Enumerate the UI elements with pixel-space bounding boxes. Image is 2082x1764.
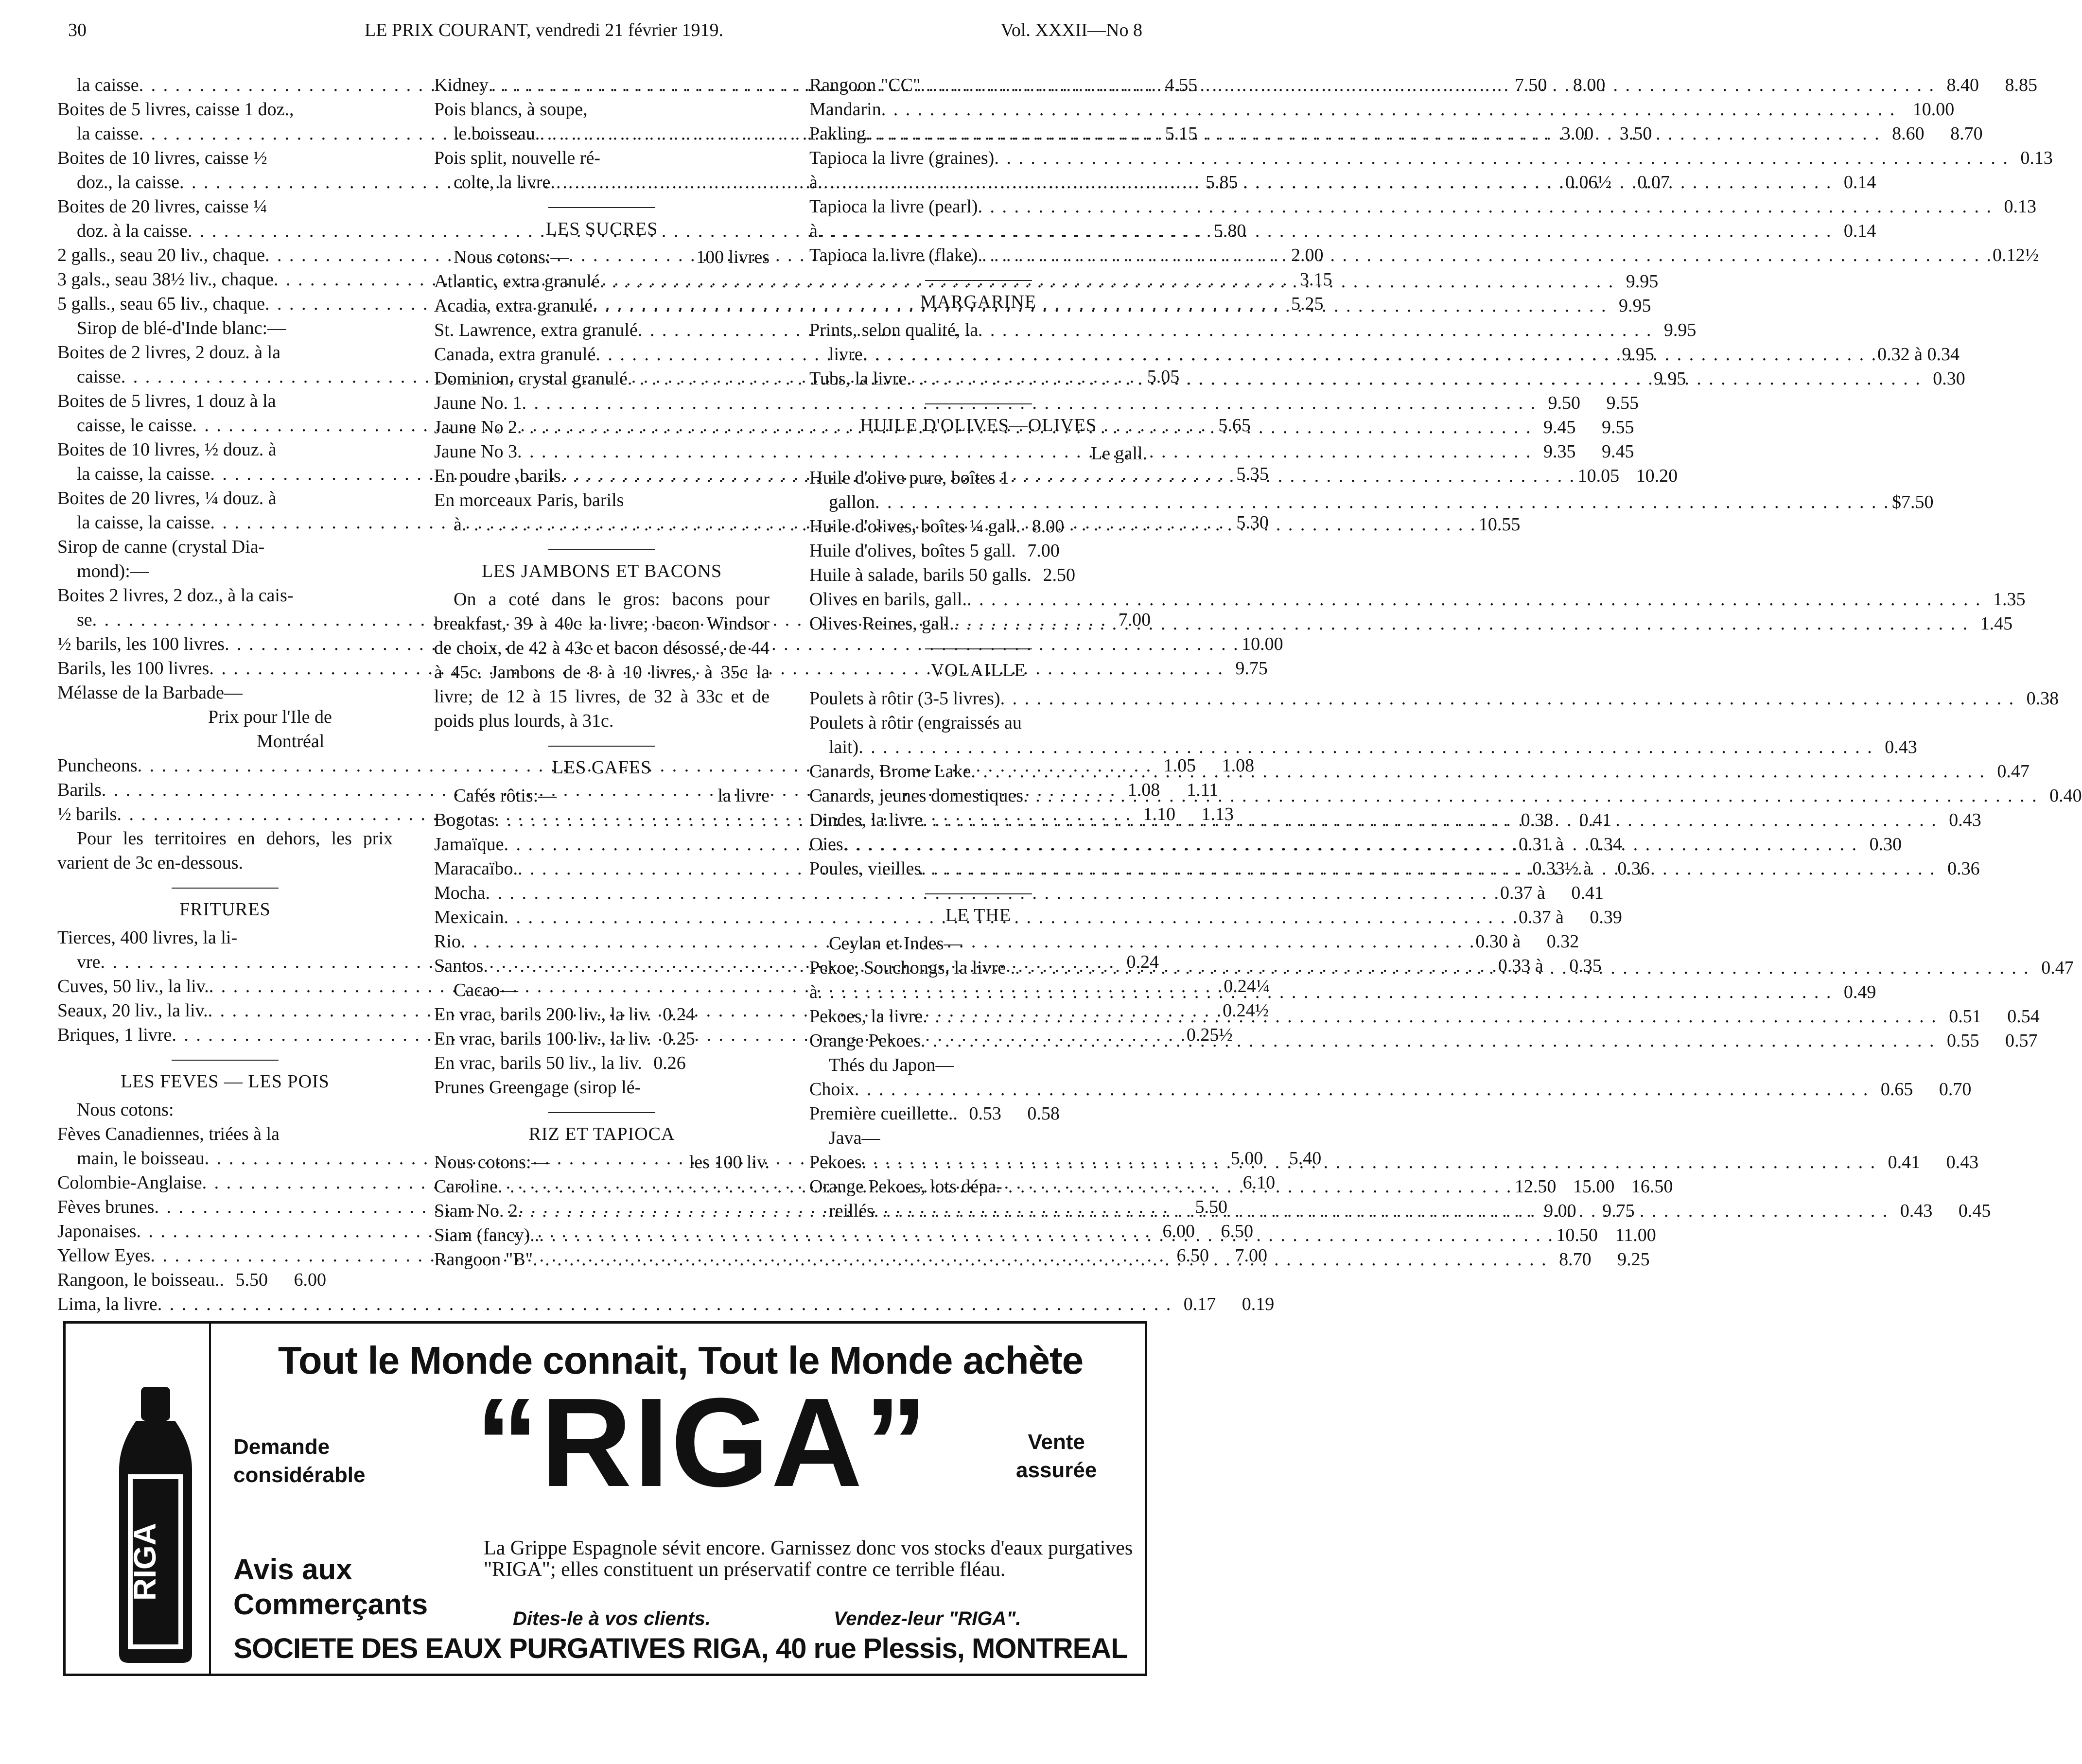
price-row: Rangoon, le boisseau.. 5.50 6.00 [57,1270,327,1290]
price-row: Briques, 1 livre . . . 0.25½ [57,1023,393,1047]
price-row: Canards, jeunes domestiques . . . 0.40 [809,784,1147,808]
section-heading-the: LE THE [945,905,1012,926]
price-row: Dindes, la livre . . . 0.43 [809,808,1147,832]
item-line: mond):— [77,561,149,581]
column-header: Nous cotons:— les 100 liv. [434,1152,770,1172]
price-row: Choix . . . 0.65 0.70 [809,1077,1147,1101]
item-line: Tierces, 400 livres, la li- [57,927,238,948]
price-row: Barils, les 100 livres . . . 9.75 [57,656,393,681]
ad-dites: Dites-le à vos clients. [513,1608,711,1629]
ad-avis: Avis aux Commerçants [233,1553,428,1621]
price-row: Pekoes . . . 0.41 0.43 [809,1150,1147,1174]
price-row: Tubs, la livre . . . 0.30 [809,367,1147,391]
price-row: à . . . 0.14 [809,219,1147,243]
item-line: Boites 2 livres, 2 doz., à la cais- [57,585,294,606]
price-row: Cuves, 50 liv., la liv. . . . 0.24¼ [57,974,393,998]
item-line: Prints, selon qualité, la [809,320,979,340]
note-paragraph: Pour les territoires en dehors, les prix varient de 3c en-dessous. [57,828,393,873]
price-row: Huile à salade, barils 50 galls. 2.50 [809,565,1075,585]
price-row: En vrac, barils 50 liv., la liv. 0.26 [434,1053,686,1073]
price-row: Pakling . . . 8.60 8.70 [809,122,1147,146]
price-row: ½ barils, les 100 livres . . . 10.00 [57,632,393,656]
price-row: Caroline . . . 12.50 15.00 16.50 [434,1174,770,1199]
price-row: la caisse, la caisse . . . 5.30 [57,510,393,535]
price-row: Pekoes, la livre . . . 0.51 0.54 [809,1004,1147,1029]
price-row: se . . . 7.00 [57,608,393,632]
section-heading-huile: HUILE D'OLIVES—OLIVES [860,415,1097,436]
price-row: Yellow Eyes . . . 6.50 7.00 [57,1243,393,1268]
section-heading-riz: RIZ ET TAPIOCA [528,1124,675,1144]
divider [925,648,1032,649]
price-row: En vrac, barils 100 liv., la liv. 0.25 [434,1029,695,1049]
price-row: Jaune No 2 . . . 9.45 9.55 [434,415,770,439]
price-row: caisse . . . 5.05 [57,365,393,389]
price-row: Canards, Brome Lake . . . 0.47 [809,759,1147,784]
item-line: Boites de 10 livres, ½ douz. à [57,439,277,460]
price-row: Fèves brunes . . . 5.50 [57,1195,393,1219]
price-row: Puncheons . . . 1.05 1.08 [57,753,393,778]
ad-vendez: Vendez-leur "RIGA". [834,1608,1021,1629]
item-line: Pois split, nouvelle ré- [434,148,600,168]
price-row: Pekoe, Souchongs, la livre . . . . 0.47 [809,956,1147,980]
price-row: à . . . 0.49 [809,980,1147,1004]
price-row: En poudre ,barils . . . 10.05 10.20 [434,464,770,488]
item-line: Orange Pekoes, lots dépa- [809,1176,1002,1197]
riga-brand-name: “RIGA” [475,1372,929,1513]
riga-advertisement [63,1321,1147,1676]
price-row: Première cueillette.. 0.53 0.58 [809,1103,1060,1124]
publication-title: LE PRIX COURANT, vendredi 21 février 1919. [365,20,724,40]
price-row: Tapioca la livre (pearl) . . . 0.13 [809,194,1147,219]
price-row: Siam No. 2 . . . 9.00 9.75 [434,1199,770,1223]
item-line: Nous cotons: [77,1100,174,1120]
price-row: Rio . . . 0.30 à 0.32 [434,929,770,954]
item-line: Poulets à rôtir (engraissés au [809,713,1022,733]
price-row: 3 gals., seau 38½ liv., chaque . . . 3.15 [57,267,393,292]
price-row: Mocha . . . 0.37 à 0.41 [434,881,770,905]
ad-vente: Vente assurée [1016,1430,1097,1482]
price-row: Huile d'olives, boîtes ¼ gall. 8.00 [809,516,1065,537]
item-line: Ceylan et Indes— [829,933,962,954]
item-line: Mélasse de la Barbade— [57,682,243,703]
item-line: Huile d'olive pure, boîtes 1 [809,468,1010,488]
price-row: Kidney . . . 7.50 8.00 [434,73,770,97]
price-row: Olives en barils, gall. . . . 1.35 [809,587,1147,611]
section-heading-fritures: FRITURES [179,899,271,920]
price-row: livre . . . 0.32 à 0.34 [809,342,1147,367]
price-row: Maracaïbo. . . . 0.33½ à 0.36 [434,856,770,881]
price-row: Mexicain . . . 0.37 à 0.39 [434,905,770,929]
price-row: le boisseau . . . 3.00 3.50 [434,122,770,146]
price-row: Huile d'olives, boîtes 5 gall. 7.00 [809,541,1060,561]
item-line: Fèves Canadiennes, triées à la [57,1124,280,1144]
item-line: Sirop de canne (crystal Dia- [57,537,265,557]
item-line: Boites de 5 livres, caisse 1 doz., [57,99,294,120]
divider [172,888,279,889]
section-heading-volaille: VOLAILLE [930,660,1026,681]
divider [925,893,1032,894]
price-row: Jamaïque . . . 0.31 à 0.34 [434,832,770,856]
price-row: Olives Reines, gall. . . . 1.45 [809,611,1147,636]
item-line: Java— [829,1128,880,1148]
price-row: Rangoon "B" . . . 8.70 9.25 [434,1247,770,1272]
divider [925,403,1032,404]
column-header: Nous cotons:— 100 livres [454,247,770,267]
price-row: Seaux, 20 liv., la liv. . . . 0.24½ [57,998,393,1023]
section-heading-sucres: LES SUCRES [545,219,658,239]
price-row: En vrac, barils 200 liv., la liv. 0.24 [434,1004,695,1025]
price-row: Siam (fancy).. . . . 10.50 11.00 [434,1223,770,1247]
price-row: Poulets à rôtir (3-5 livres) . . . 0.38 [809,686,1147,711]
price-row: lait) . . . 0.43 [809,735,1147,759]
price-row: Poules, vieilles . . . 0.36 [809,856,1147,881]
price-row: Tapioca la livre (graines) . . . 0.13 [809,146,1147,170]
price-row: la caisse, la caisse . . . 5.35 [57,462,393,486]
item-line: Montréal [257,731,325,751]
divider [548,1112,655,1113]
divider [925,280,1032,281]
item-line: Pois blancs, à soupe, [434,99,588,120]
item-line: Cacao— [454,980,518,1000]
price-row: à . . . 0.14 [809,170,1147,194]
volume-number: Vol. XXXII—No 8 [1000,20,1142,40]
price-row: ½ barils . . . 1.10 1.13 [57,802,393,826]
price-row: Bogotas . . . 0.38 0.41 [434,808,770,832]
item-line: Boites de 2 livres, 2 douz. à la [57,342,281,363]
ad-divider [209,1324,211,1674]
price-row: reillés . . . 0.43 0.45 [809,1199,1147,1223]
item-line: Le gall. [1090,443,1147,464]
price-row: Acadia, extra granulé . . . 9.95 [434,294,770,318]
price-row: Jaune No 3 . . . 9.35 9.45 [434,439,770,464]
page-number: 30 [68,20,87,40]
item-line: Thés du Japon— [829,1055,954,1075]
page-header [68,19,1142,53]
price-row: doz., la caisse . . . 5.85 [57,170,393,194]
market-paragraph: On a coté dans le gros: bacons pour breakfast, 39 à 40c la livre; bacon Windsor de choix, de 42 à 43c et bacon désossé, de 44 à 45c. Jambons de 8 à 10 livres, à 35c la livre; de 12 à 15 livres, de 32 à 33c et de poids plus lourds, à 31c. [434,589,770,731]
price-row: Japonaises . . . 6.00 6.50 [57,1219,393,1243]
price-row: Barils . . . 1.08 1.11 [57,778,393,802]
item-line: En morceaux Paris, barils [434,490,624,510]
price-row: Rangoon "CC" . . . 8.40 8.85 [809,73,1147,97]
price-row: Tapioca la livre (flake) . . . 0.12½ [809,243,1147,267]
price-row: la caisse . . . 4.55 [57,73,393,97]
price-row: Canada, extra granulé . . . 9.95 [434,342,770,367]
svg-text:RIGA: RIGA [127,1523,162,1601]
price-row: caisse, le caisse . . . 5.65 [57,413,393,437]
column-header: Cafés rôtis:— la livre [454,786,770,806]
price-row: à . . . 10.55 [434,512,770,537]
price-row: Atlantic, extra granulé . . . 9.95 [434,269,770,294]
price-row: la caisse . . . 5.15 [57,122,393,146]
section-heading-cafes: LES CAFES [552,757,652,778]
price-row: Lima, la livre . . . 0.17 0.19 [57,1292,393,1316]
price-row: Orange Pekoes . . . 0.55 0.57 [809,1029,1147,1053]
price-row: Mandarin . . . 10.00 [809,97,1147,122]
item-line: Sirop de blé-d'Inde blanc:— [77,318,286,338]
price-row: gallon . . . $7.50 [809,490,1147,514]
ad-message: La Grippe Espagnole sévit encore. Garnissez donc vos stocks d'eaux purgatives "RIGA"; elles constituent un préservatif contre ce terrible fléau. [484,1537,1133,1581]
price-row: Santos . . . 0.33 à 0.35 [434,954,770,978]
ad-tagline: Tout le Monde connait, Tout le Monde achète [278,1339,1084,1382]
item-line: Prunes Greengage (sirop lé- [434,1077,641,1098]
item-line: Boites de 20 livres, ¼ douz. à [57,488,277,508]
divider [548,549,655,550]
price-row: main, le boisseau . . . 5.00 5.40 [57,1146,393,1170]
section-heading-margarine: MARGARINE [920,292,1037,312]
divider [172,1060,279,1061]
price-row: colte, la livre . . . 0.06½ 0.07 [434,170,770,194]
item-line: Boites de 20 livres, caisse ¼ [57,196,267,217]
ad-demande: Demande considérable [233,1435,366,1487]
price-row: Oies . . . 0.30 [809,832,1147,856]
price-row: 5 galls., seau 65 liv., chaque . . . 5.25 [57,292,393,316]
item-line: Boites de 5 livres, 1 douz à la [57,391,276,411]
price-row: Dominion, crystal granulé . . . 9.95 [434,367,770,391]
item-line: Prix pour l'Ile de [208,707,332,727]
ad-company-address: SOCIETE DES EAUX PURGATIVES RIGA, 40 rue Plessis, MONTREAL [233,1633,1128,1664]
divider [548,746,655,747]
price-row: St. Lawrence, extra granulé . . . 9.95 [434,318,770,342]
divider [548,207,655,208]
section-heading-jambons: LES JAMBONS ET BACONS [481,561,722,581]
price-row: vre . . . 0.24 [57,950,393,974]
price-row: Jaune No. 1 . . . 9.50 9.55 [434,391,770,415]
section-heading-feves: LES FEVES — LES POIS [121,1071,330,1092]
price-row: Colombie-Anglaise . . . 6.10 [57,1170,393,1195]
price-row: doz. à la caisse . . . 5.80 [57,219,393,243]
riga-bottle-illustration [109,1387,202,1664]
item-line: Boites de 10 livres, caisse ½ [57,148,267,168]
price-row: 2 galls., seau 20 liv., chaque . . . 2.00 [57,243,393,267]
